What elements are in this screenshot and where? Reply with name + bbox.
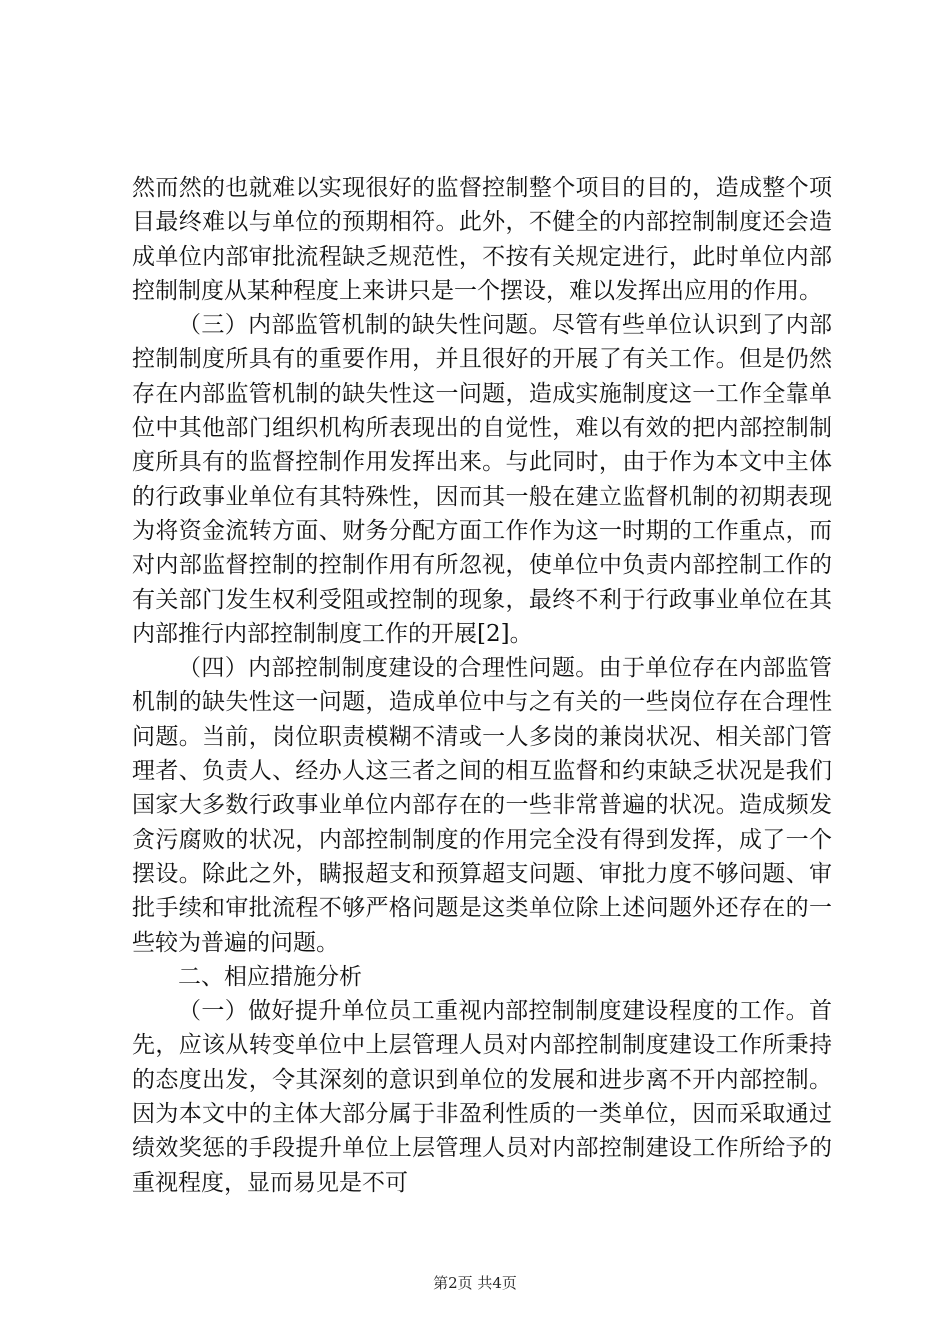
paragraph-section-3: （三）内部监管机制的缺失性问题。尽管有些单位认识到了内部控制制度所具有的重要作用，并且很好的开展了有关工作。但是仍然存在内部监管机制的缺失性这一问题，造成实施制度这一工作全靠单位中其他部门组织机构所表现出的自觉性，难以有效的把内部控制制度所具有的监督控制作用发挥出来。与此同时，由于作为本文中主体的行政事业单位有其特殊性，因而其一般在建立监督机制的初期表现为将资金流转方面、财务分配方面工作作为这一时期的工作重点，而对内部监督控制的控制作用有所忽视，使单位中负责内部控制工作的有关部门发生权利受阻或控制的现象，最终不利于行政事业单位在其内部推行内部控制制度工作的开展[2]。: [132, 312, 832, 647]
paragraph-measure-1: （一）做好提升单位员工重视内部控制制度建设程度的工作。首先，应该从转变单位中上层管理人员对内部控制制度建设工作所秉持的态度出发，令其深刻的意识到单位的发展和进步离不开内部控制。因为本文中的主体大部分属于非盈利性质的一类单位，因而采取通过绩效奖惩的手段提升单位上层管理人员对内部控制建设工作所给予的重视程度，显而易见是不可: [132, 998, 832, 1196]
page-number-footer: 第2页 共4页: [433, 1274, 517, 1292]
section-heading-measures: 二、相应措施分析: [178, 963, 362, 990]
body-text: [132, 171, 832, 1200]
paragraph-continuation: 然而然的也就难以实现很好的监督控制整个项目的目的，造成整个项目最终难以与单位的预期相符。此外，不健全的内部控制制度还会造成单位内部审批流程缺乏规范性，不按有关规定进行，此时单位内部控制制度从某种程度上来讲只是一个摆设，难以发挥出应用的作用。: [132, 175, 832, 304]
paragraph-section-4: （四）内部控制制度建设的合理性问题。由于单位存在内部监管机制的缺失性这一问题，造成单位中与之有关的一些岗位存在合理性问题。当前，岗位职责模糊不清或一人多岗的兼岗状况、相关部门管理者、负责人、经办人这三者之间的相互监督和约束缺乏状况是我们国家大多数行政事业单位内部存在的一些非常普遍的状况。造成频发贪污腐败的状况，内部控制制度的作用完全没有得到发挥，成了一个摆设。除此之外，瞒报超支和预算超支问题、审批力度不够问题、审批手续和审批流程不够严格问题是这类单位除上述问题外还存在的一些较为普遍的问题。: [132, 655, 832, 956]
